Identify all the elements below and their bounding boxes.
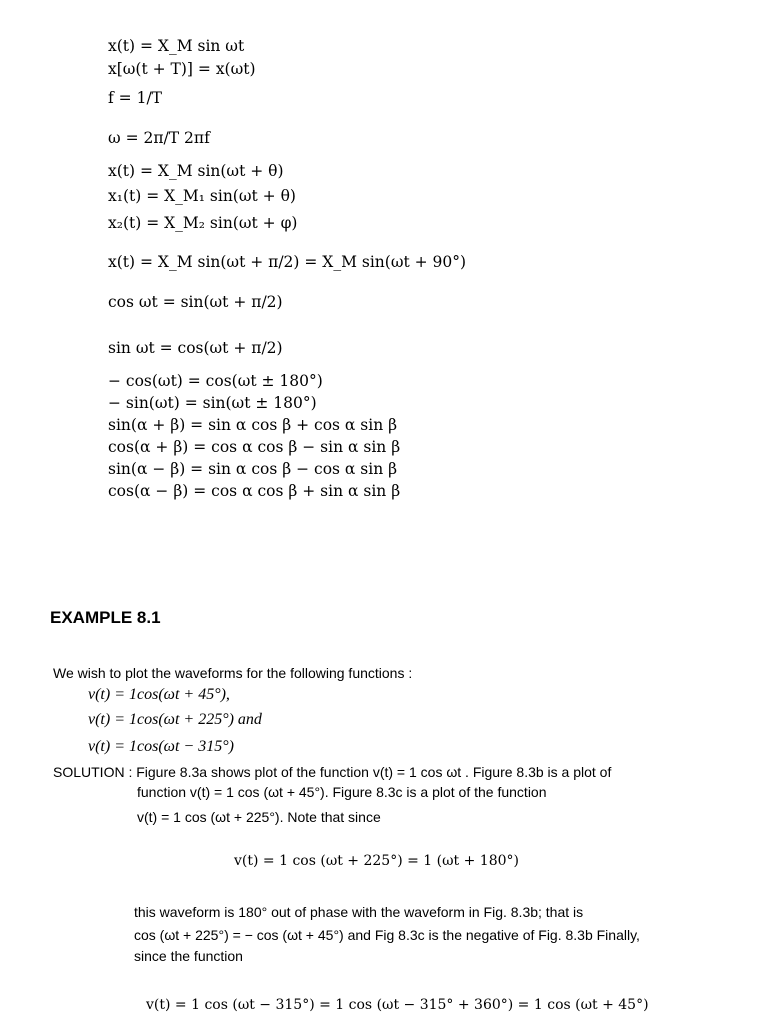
equation: ω = 2π/T 2πf <box>108 129 210 147</box>
equation: x[ω(t + T)] = x(ωt) <box>108 60 256 78</box>
equation: x(t) = X_M sin(ωt + θ) <box>108 162 284 180</box>
equation: sin(α + β) = sin α cos β + cos α sin β <box>108 416 398 434</box>
centered-equation: v(t) = 1 cos (ωt + 225°) = 1 (ωt + 180°) <box>234 853 519 869</box>
solution-line: function v(t) = 1 cos (ωt + 45°). Figure 8.3c is a plot of the function <box>137 784 547 800</box>
equation: sin(α − β) = sin α cos β − cos α sin β <box>108 460 398 478</box>
equation: sin ωt = cos(ωt + π/2) <box>108 339 283 357</box>
phase-line: cos (ωt + 225°) = − cos (ωt + 45°) and Fig 8.3c is the negative of Fig. 8.3b Finally, <box>134 927 640 943</box>
example-heading: EXAMPLE 8.1 <box>50 608 161 627</box>
solution-line: v(t) = 1 cos (ωt + 225°). Note that since <box>137 809 381 825</box>
equation: x(t) = X_M sin(ωt + π/2) = X_M sin(ωt + 90°) <box>108 253 467 271</box>
equation: cos(α − β) = cos α cos β + sin α sin β <box>108 482 401 500</box>
function-item: v(t) = 1cos(ωt − 315°) <box>88 738 234 755</box>
function-item: v(t) = 1cos(ωt + 225°) and <box>88 711 262 728</box>
equation: − cos(ωt) = cos(ωt ± 180°) <box>108 372 323 390</box>
centered-equation: v(t) = 1 cos (ωt − 315°) = 1 cos (ωt − 315° + 360°) = 1 cos (ωt + 45°) <box>146 997 649 1013</box>
equation: x₁(t) = X_M₁ sin(ωt + θ) <box>108 187 296 205</box>
equation: x₂(t) = X_M₂ sin(ωt + φ) <box>108 214 298 232</box>
equation: cos ωt = sin(ωt + π/2) <box>108 293 283 311</box>
equation: cos(α + β) = cos α cos β − sin α sin β <box>108 438 401 456</box>
equation: f = 1/T <box>108 89 163 107</box>
solution-line: SOLUTION : Figure 8.3a shows plot of the function v(t) = 1 cos ωt . Figure 8.3b is a plot of <box>53 764 612 780</box>
function-item: v(t) = 1cos(ωt + 45°), <box>88 686 230 703</box>
equation: x(t) = X_M sin ωt <box>108 37 245 55</box>
phase-line: this waveform is 180° out of phase with the waveform in Fig. 8.3b; that is <box>134 904 584 920</box>
equation: − sin(ωt) = sin(ωt ± 180°) <box>108 394 317 412</box>
example-intro: We wish to plot the waveforms for the following functions : <box>53 665 413 681</box>
phase-line: since the function <box>134 948 243 964</box>
